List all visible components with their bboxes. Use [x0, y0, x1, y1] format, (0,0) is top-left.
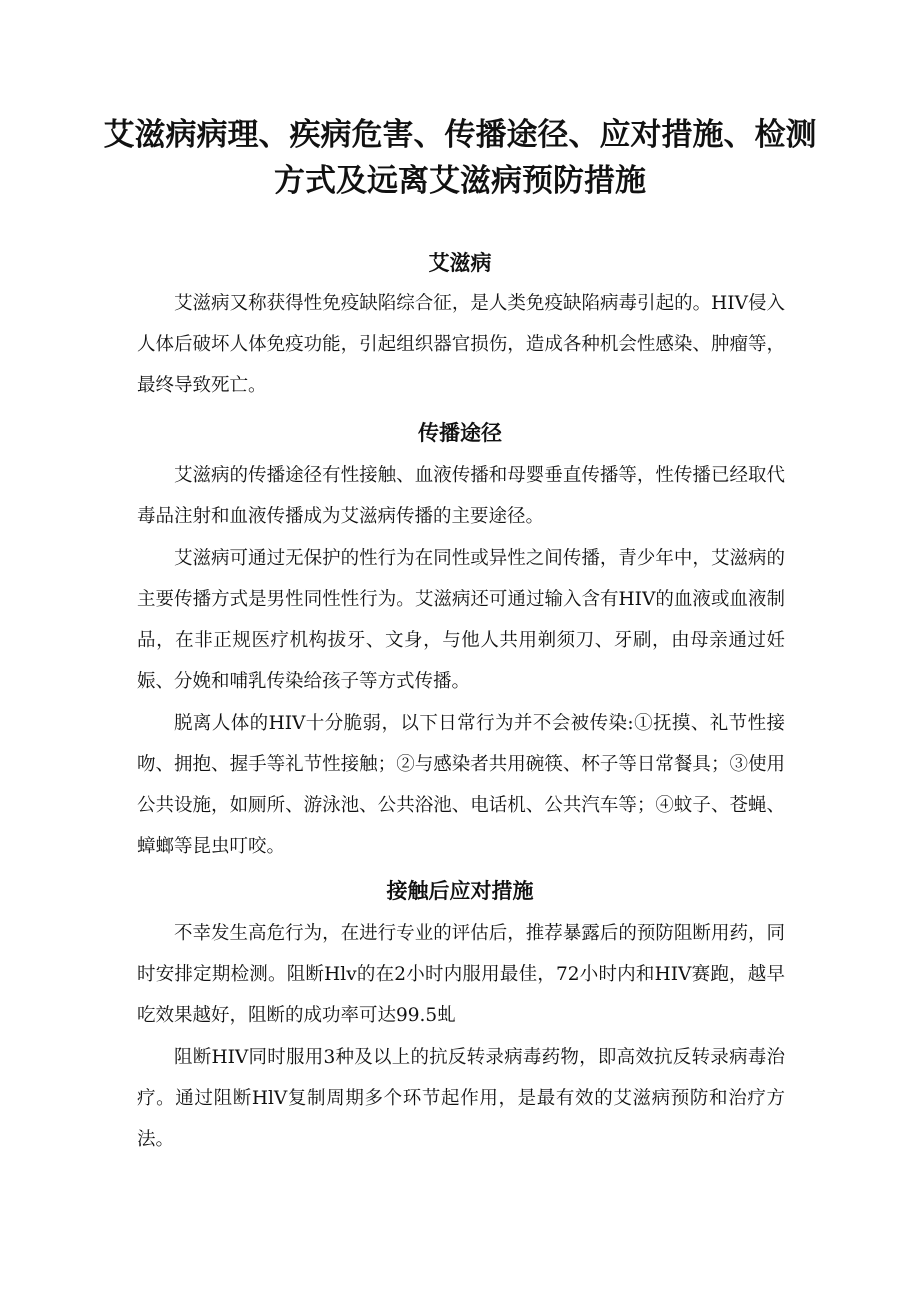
paragraph-transmission-methods: 艾滋病可通过无保护的性行为在同性或异性之间传播，青少年中，艾滋病的主要传播方式是男性同性性行为。艾滋病还可通过输入含有HIV的血液或血液制品，在非正规医疗机构拔牙、文身，与他人共用剃须刀、牙刷，由母亲通过妊娠、分娩和哺乳传染给孩子等方式传播。 [137, 548, 785, 692]
paragraph-non-transmission: 脱离人体的HIV十分脆弱，以下日常行为并不会被传染:①抚摸、礼节性接吻、拥抱、握手等礼节性接触；②与感染者共用碗筷、杯子等日常餐具；③使用公共设施，如厕所、游泳池、公共浴池、电话机、公共汽车等；④蚊子、苍蝇、蟑螂等昆虫叮咬。 [137, 713, 785, 857]
paragraph-aids-definition: 艾滋病又称获得性免疫缺陷综合征，是人类免疫缺陷病毒引起的。HIV侵入人体后破坏人体免疫功能，引起组织器官损伤，造成各种机会性感染、肿瘤等，最终导致死亡。 [137, 293, 785, 396]
paragraph-antiretroviral: 阻断HIV同时服用3种及以上的抗反转录病毒药物，即高效抗反转录病毒治疗。通过阻断HlV复制周期多个环节起作用，是最有效的艾滋病预防和治疗方法。 [137, 1047, 785, 1150]
section-heading-response: 接触后应对措施 [386, 879, 534, 903]
paragraph-post-exposure: 不幸发生高危行为，在进行专业的评估后，推荐暴露后的预防阻断用药，同时安排定期检测。阻断Hlv的在2小时内服用最佳，72小时内和HIV赛跑，越早吃效果越好，阻断的成功率可达99.5虬 [137, 923, 785, 1026]
section-heading-aids: 艾滋病 [428, 251, 492, 275]
section-heading-transmission: 传播途径 [418, 421, 502, 445]
paragraph-transmission-routes: 艾滋病的传播途径有性接触、血液传播和母婴垂直传播等，性传播已经取代毒品注射和血液传播成为艾滋病传播的主要途径。 [137, 465, 785, 527]
document-title: 艾滋病病理、疾病危害、传播途径、应对措施、检测方式及远离艾滋病预防措施 [103, 117, 817, 199]
